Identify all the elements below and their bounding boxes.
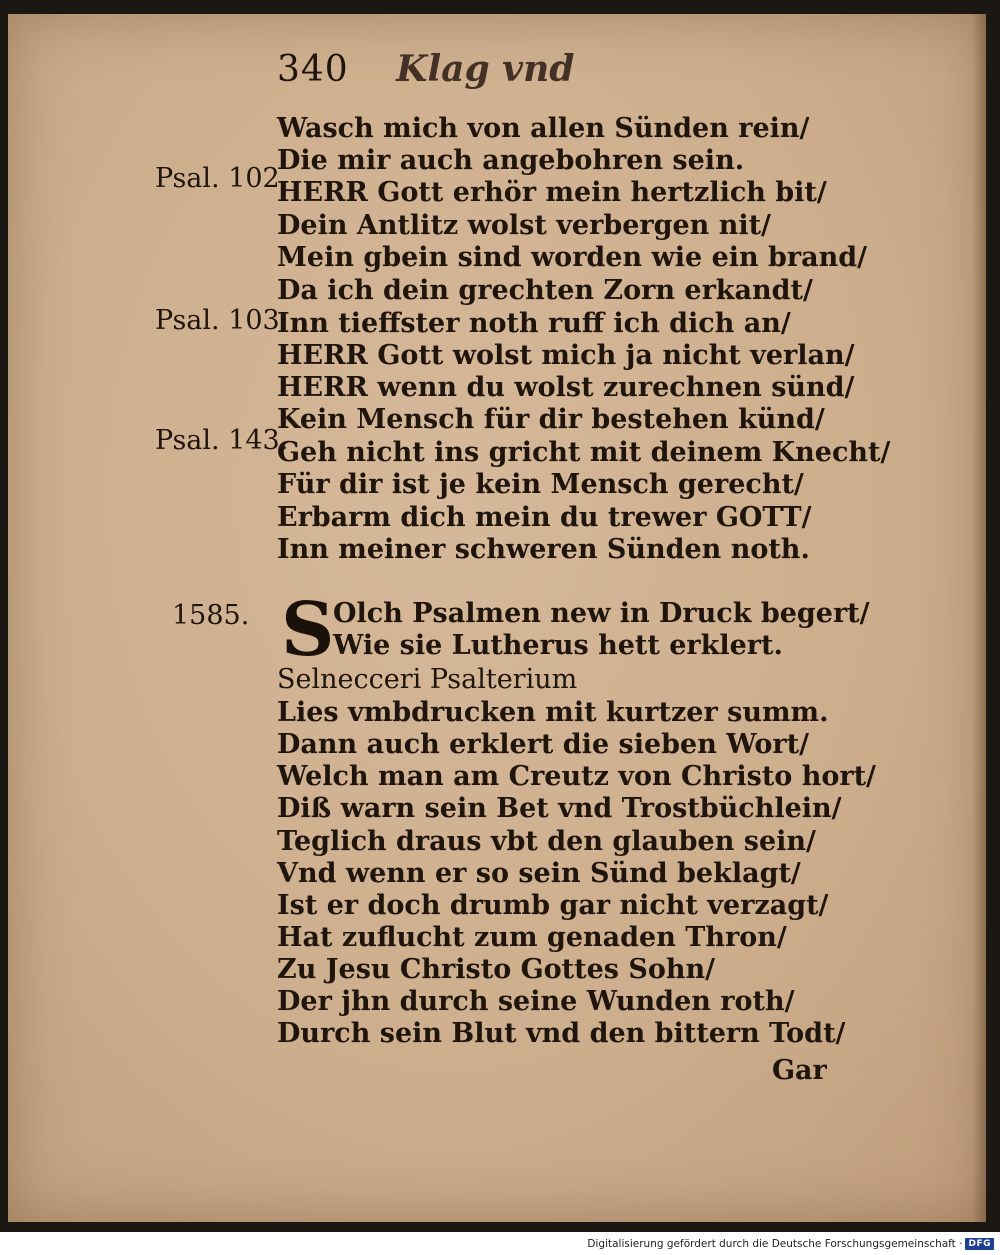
verse-line: Erbarm dich mein du trewer GOTT/ — [277, 502, 812, 533]
margin-note-year: 1585. — [172, 600, 250, 631]
stanza-line: Der jhn durch seine Wunden roth/ — [277, 986, 795, 1017]
verse-line: Mein gbein sind worden wie ein brand/ — [277, 242, 868, 273]
digitization-footer — [587, 1238, 994, 1250]
stanza-line: Zu Jesu Christo Gottes Sohn/ — [277, 954, 716, 985]
verse-line: Geh nicht ins gricht mit deinem Knecht/ — [277, 437, 891, 468]
stanza-line: Vnd wenn er so sein Sünd beklagt/ — [277, 858, 801, 889]
verse-line: Für dir ist je kein Mensch gerecht/ — [277, 469, 804, 500]
stanza-line: Teglich draus vbt den glauben sein/ — [277, 826, 816, 857]
stanza-line: Diß warn sein Bet vnd Trostbüchlein/ — [277, 793, 842, 824]
verse-line: HERR wenn du wolst zurechnen sünd/ — [277, 372, 855, 403]
funding-notice: Digitalisierung gefördert durch die Deutsche Forschungsgemeinschaft · — [587, 1238, 963, 1250]
stanza-line: Durch sein Blut vnd den bittern Todt/ — [277, 1018, 846, 1049]
verse-line: Kein Mensch für dir bestehen künd/ — [277, 404, 825, 435]
stanza-line: Wie sie Lutherus hett erklert. — [333, 630, 783, 661]
stanza-line: Ist er doch drumb gar nicht verzagt/ — [277, 890, 829, 921]
page-edge-shadow — [972, 14, 986, 1222]
verse-line: HERR Gott wolst mich ja nicht verlan/ — [277, 340, 855, 371]
stanza-line: Lies vmbdrucken mit kurtzer summ. — [277, 697, 829, 728]
stanza-line: Hat zuflucht zum genaden Thron/ — [277, 922, 787, 953]
stanza-line: Welch man am Creutz von Christo hort/ — [277, 761, 876, 792]
margin-note-psal-143: Psal. 143. — [155, 425, 289, 456]
margin-note-psal-103: Psal. 103. — [155, 305, 289, 336]
verse-line: Inn tieffster noth ruff ich dich an/ — [277, 308, 791, 339]
stanza-first-line: Olch Psalmen new in Druck begert/ — [333, 598, 870, 629]
running-title: Klag vnd — [396, 48, 575, 90]
verse-line: Da ich dein grechten Zorn erkandt/ — [277, 275, 813, 306]
verse-line: Wasch mich von allen Sünden rein/ — [277, 113, 810, 144]
page-header — [277, 48, 574, 88]
margin-note-psal-102: Psal. 102. — [155, 163, 289, 194]
verse-line: Die mir auch angebohren sein. — [277, 145, 745, 176]
verse-line: HERR Gott erhör mein hertzlich bit/ — [277, 177, 827, 208]
stanza-line: Selnecceri Psalterium — [277, 664, 578, 695]
drop-cap: S — [281, 587, 335, 673]
stanza-line: Dann auch erklert die sieben Wort/ — [277, 729, 809, 760]
verse-line: Dein Antlitz wolst verbergen nit/ — [277, 210, 771, 241]
verse-line: Inn meiner schweren Sünden noth. — [277, 534, 810, 565]
catchword: Gar — [772, 1055, 827, 1086]
dfg-logo-icon: DFG — [965, 1238, 994, 1250]
page-number: 340 — [277, 49, 349, 90]
